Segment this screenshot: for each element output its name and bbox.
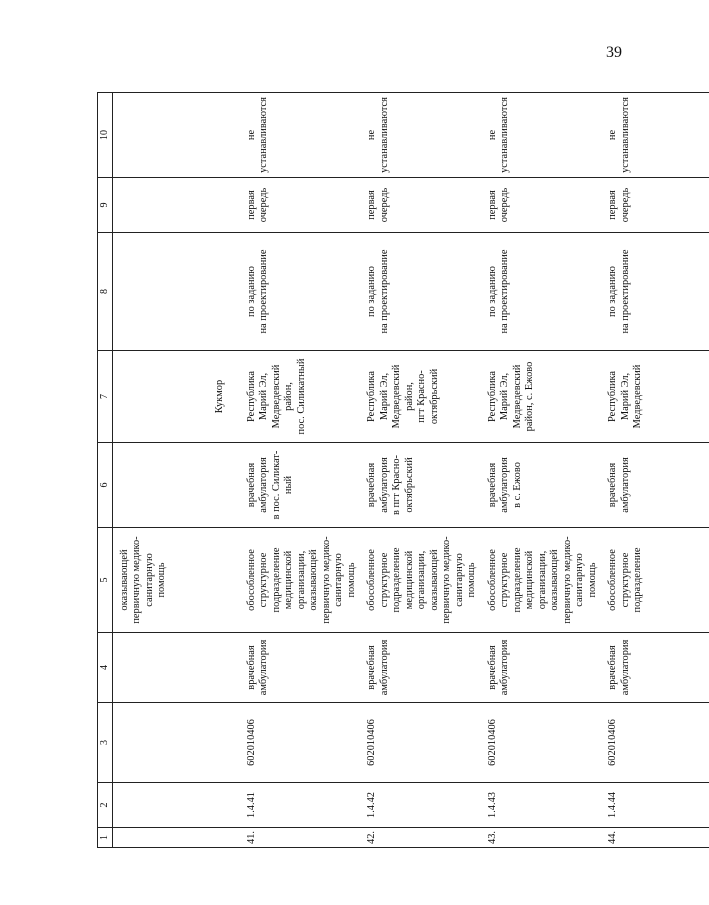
cell-line: помощь	[156, 562, 168, 598]
cell-line: район,	[403, 382, 415, 411]
row-code: 1.4.44	[601, 783, 709, 828]
row-number: 44.	[601, 828, 709, 848]
row-type	[601, 633, 709, 703]
row-number: 43.	[481, 828, 601, 848]
cell-line: амбулатория	[499, 639, 511, 696]
row-zone	[481, 93, 601, 178]
row-location	[601, 351, 709, 443]
column-number: 3	[98, 703, 113, 783]
cell-line: Республика	[366, 370, 378, 423]
cell-line: подразделение	[632, 547, 644, 613]
row-name	[240, 443, 360, 528]
row-name	[360, 443, 480, 528]
cell-line: Марий Эл,	[258, 372, 270, 421]
row-code: 1.4.42	[360, 783, 480, 828]
cell-line: очередь	[258, 187, 270, 223]
cell-line: амбулатория	[258, 639, 270, 696]
cell-line: по заданию	[607, 266, 619, 317]
column-number: 7	[98, 351, 113, 443]
table-row	[360, 93, 480, 848]
cell-line: оказывающей	[308, 549, 320, 611]
row-type	[240, 633, 360, 703]
cell-line: первичную медико-	[320, 536, 332, 624]
cell-line: пгт Красно-	[416, 370, 428, 423]
cell-line: устанавливаются	[258, 97, 270, 173]
cell-line: амбулатория	[258, 457, 270, 513]
column-number: 8	[98, 233, 113, 351]
cell-line: помощь	[586, 562, 598, 598]
column-number: 5	[98, 528, 113, 633]
cell-line: Медведевский	[511, 364, 523, 429]
column-number: 2	[98, 783, 113, 828]
column-number-row	[98, 93, 113, 848]
row-type	[481, 633, 601, 703]
row-kind	[360, 528, 480, 633]
cell-line: врачебная	[246, 462, 257, 508]
cell-line: помощь	[466, 562, 478, 598]
row-location	[360, 351, 480, 443]
row-kind	[601, 528, 709, 633]
cell-line: Республика	[486, 370, 498, 423]
cell-line: врачебная	[366, 645, 378, 690]
cell-line: медицинской	[524, 550, 536, 610]
cell-line: подразделение	[391, 547, 403, 613]
cell-line: на проектирование	[619, 249, 631, 334]
row-basis	[360, 233, 480, 351]
table-row	[240, 93, 360, 848]
cell-line: Республика	[246, 370, 257, 423]
cell-line: по заданию	[246, 266, 257, 317]
table-row	[601, 93, 709, 848]
cell-line: первичную медико-	[131, 536, 143, 624]
cell-line: Медведевский	[632, 364, 644, 429]
cell-line: Медведевский	[391, 364, 403, 429]
row-basis	[481, 233, 601, 351]
row-oktmo: 602010406	[360, 703, 480, 783]
row-type	[360, 633, 480, 703]
cell-line: врачебная	[607, 462, 619, 508]
cell-line: оказывающей	[549, 549, 561, 611]
cell-line: врачебная	[486, 462, 498, 508]
cell-line: очередь	[499, 187, 511, 223]
cell-line: обособленное	[246, 549, 257, 611]
cell-line: обособленное	[486, 549, 498, 611]
cell-line: в пгт Красно-	[391, 454, 403, 516]
row-basis	[601, 233, 709, 351]
row-number: 41.	[240, 828, 360, 848]
cell-line: Медведевский	[270, 364, 282, 429]
cell-line: на проектирование	[499, 249, 511, 334]
cell-line: структурное	[499, 552, 511, 608]
row-number: 42.	[360, 828, 480, 848]
cell-line: медицинской	[283, 550, 295, 610]
rotated-table-container	[97, 93, 644, 848]
cell-line: по заданию	[486, 266, 498, 317]
cell-line: пос. Силикатный	[295, 358, 307, 435]
cell-line: обособленное	[607, 549, 619, 611]
cell-line: оказывающей	[428, 549, 440, 611]
cell-line: в пос. Силикат-	[270, 450, 282, 520]
cell-line: амбулатория	[619, 639, 631, 696]
cell-line: подразделение	[270, 547, 282, 613]
cell-line: санитарную	[574, 553, 586, 607]
row-name	[481, 443, 601, 528]
cell-line: ный	[283, 475, 295, 495]
cell-line: Марий Эл,	[378, 372, 390, 421]
cell-line: структурное	[258, 552, 270, 608]
cell-line: первичную медико-	[441, 536, 453, 624]
cell-line: на проектирование	[378, 249, 390, 334]
cell-line: первая	[607, 190, 619, 220]
cell-line: по заданию	[366, 266, 378, 317]
cell-line: санитарную	[453, 553, 465, 607]
row-queue	[481, 178, 601, 233]
cell-line: первая	[486, 190, 498, 220]
cell-line: санитарную	[333, 553, 345, 607]
row-zone	[360, 93, 480, 178]
cell-line: организации,	[416, 550, 428, 610]
cell-line: первая	[246, 190, 257, 220]
row-queue	[240, 178, 360, 233]
row-name	[601, 443, 709, 528]
column-number: 1	[98, 828, 113, 848]
row-code: 1.4.41	[240, 783, 360, 828]
row-zone	[240, 93, 360, 178]
cell-line: очередь	[378, 187, 390, 223]
row-basis	[240, 233, 360, 351]
cell-line: на проектирование	[258, 249, 270, 334]
cell-line: врачебная	[366, 462, 378, 508]
cell-line: врачебная	[607, 645, 619, 690]
continued-kind-cell	[113, 528, 210, 633]
cell-line: район,	[283, 382, 295, 411]
row-oktmo: 602010406	[481, 703, 601, 783]
page-number: 39	[606, 44, 622, 61]
row-queue	[601, 178, 709, 233]
table-row	[481, 93, 601, 848]
column-number: 9	[98, 178, 113, 233]
region-row	[209, 93, 240, 848]
cell-line: амбулатория	[378, 457, 390, 513]
cell-line: не	[366, 129, 378, 141]
cell-line: не	[607, 129, 619, 141]
cell-line: обособленное	[366, 549, 378, 611]
row-oktmo: 602010406	[601, 703, 709, 783]
row-location	[481, 351, 601, 443]
cell-line: устанавливаются	[378, 97, 390, 173]
cell-line: оказывающей	[119, 549, 130, 611]
cell-line: Республика	[607, 370, 619, 423]
row-zone	[601, 93, 709, 178]
region-label: Кукмор	[209, 351, 240, 443]
cell-line: очередь	[619, 187, 631, 223]
row-location	[240, 351, 360, 443]
cell-line: октябрьский	[428, 368, 440, 425]
cell-line: организации,	[295, 550, 307, 610]
row-oktmo: 602010406	[240, 703, 360, 783]
cell-line: медицинской	[403, 550, 415, 610]
objects-table	[97, 92, 709, 848]
row-kind	[240, 528, 360, 633]
cell-line: октябрьский	[403, 457, 415, 513]
cell-line: в с. Ежово	[511, 462, 523, 508]
cell-line: Марий Эл,	[619, 372, 631, 421]
cell-line: не	[246, 129, 257, 141]
cell-line: не	[486, 129, 498, 141]
cell-line: устанавливаются	[499, 97, 511, 173]
column-number: 6	[98, 443, 113, 528]
cell-line: район, с. Ежово	[524, 361, 536, 432]
row-kind	[481, 528, 601, 633]
cell-line: первая	[366, 190, 378, 220]
continuation-row	[113, 93, 210, 848]
cell-line: организации,	[536, 550, 548, 610]
column-number: 10	[98, 93, 113, 178]
cell-line: помощь	[345, 562, 357, 598]
row-queue	[360, 178, 480, 233]
cell-line: амбулатория	[499, 457, 511, 513]
cell-line: первичную медико-	[561, 536, 573, 624]
cell-line: структурное	[619, 552, 631, 608]
cell-line: врачебная	[246, 645, 257, 690]
cell-line: амбулатория	[378, 639, 390, 696]
cell-line: Марий Эл,	[499, 372, 511, 421]
cell-line: структурное	[378, 552, 390, 608]
cell-line: подразделение	[511, 547, 523, 613]
column-number: 4	[98, 633, 113, 703]
cell-line: врачебная	[486, 645, 498, 690]
cell-line: амбулатория	[619, 457, 631, 513]
row-code: 1.4.43	[481, 783, 601, 828]
cell-line: устанавливаются	[619, 97, 631, 173]
cell-line: санитарную	[143, 553, 155, 607]
